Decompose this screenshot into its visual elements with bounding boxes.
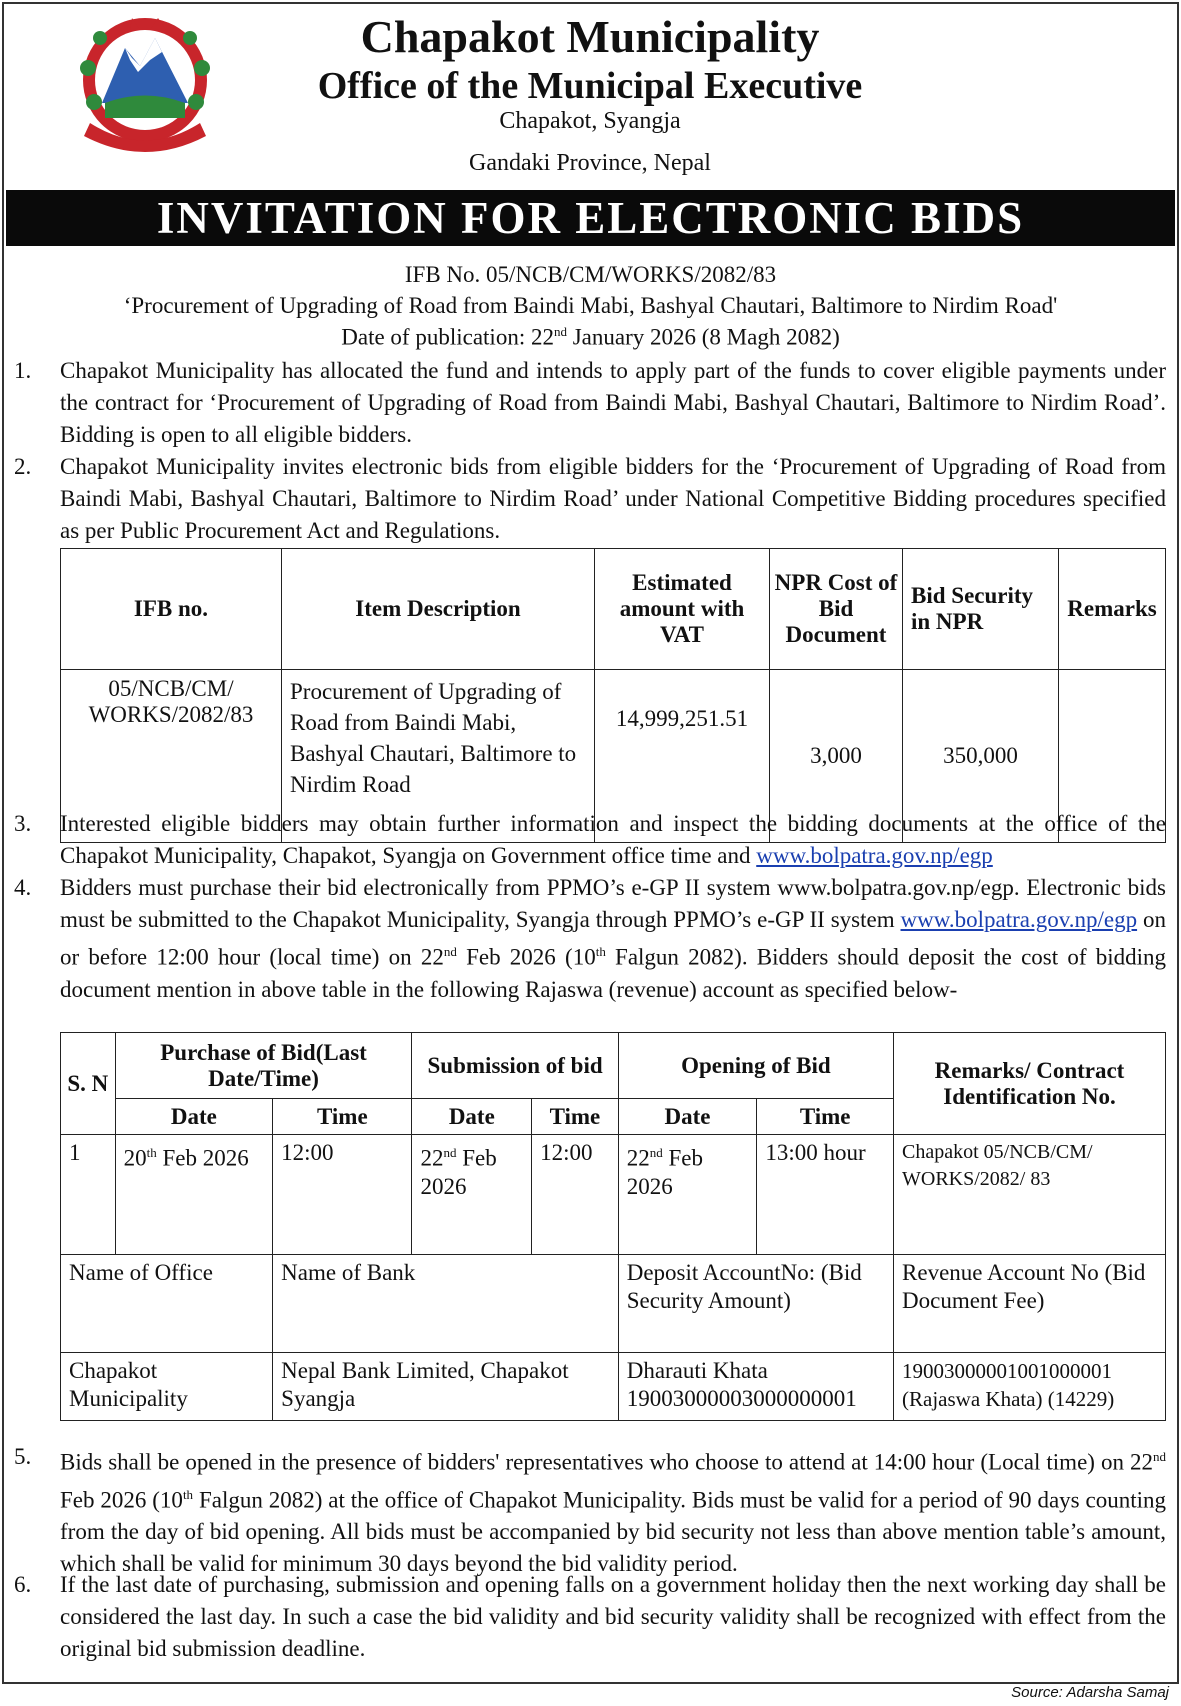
header-ifb-no: IFB no. (61, 549, 282, 670)
paragraph-2: Chapakot Municipality invites electronic bids from eligible bidders for the ‘Procurement of Upgrading of Road from Baindi Mabi, Bashyal Chautari, Baltimore to Nirdim Road’ under National Competitive Bidding procedures specified as per Public Procurement Act and Regulations. (60, 454, 1166, 543)
source-credit: Source: Adarsha Samaj (1011, 1684, 1169, 1701)
header-date: Date (115, 1099, 273, 1135)
bank-name-cell: Nepal Bank Limited, Chapakot Syangja (273, 1353, 619, 1421)
purchase-time-cell: 12:00 (273, 1135, 412, 1255)
bid-security-cell: 350,000 (903, 670, 1059, 843)
item-number: 5. (14, 1444, 32, 1469)
bolpatra-link[interactable]: www.bolpatra.gov.np/egp (756, 843, 993, 868)
header-bid-security: Bid Security in NPR (903, 549, 1059, 670)
table-row (61, 1255, 1166, 1353)
header-time: Time (273, 1099, 412, 1135)
submission-time-cell: 12:00 (532, 1135, 619, 1255)
header-time: Time (757, 1099, 894, 1135)
header-opening: Opening of Bid (618, 1033, 893, 1099)
item-number: 6. (14, 1572, 32, 1597)
header-document-cost: NPR Cost of Bid Document (770, 549, 903, 670)
header-remarks: Remarks (1059, 549, 1166, 670)
bank-label-cell: Name of Bank (273, 1255, 619, 1353)
estimated-amount-cell: 14,999,251.51 (595, 670, 770, 843)
opening-date-cell: 22nd Feb 2026 (618, 1135, 757, 1255)
ifb-no-cell: 05/NCB/CM/ WORKS/2082/83 (61, 670, 282, 843)
header-item-description: Item Description (282, 549, 595, 670)
paragraph-3: Interested eligible bidders may obtain further information and inspect the bidding documents at the office of the Chapakot Municipality, Chapakot, Syangja on Government office time and www.bolpatra.gov.np/egp (60, 811, 1166, 868)
paragraph-1: Chapakot Municipality has allocated the fund and intends to apply part of the funds to cover eligible payments under the contract for ‘Procurement of Upgrading of Road from Baindi Mabi, Bashyal Chautari, Baltimore to Nirdim Road’. Bidding is open to all eligible bidders. (60, 358, 1166, 447)
header-time: Time (532, 1099, 619, 1135)
purchase-date-cell: 20th Feb 2026 (115, 1135, 273, 1255)
nepal-emblem-icon (50, 8, 240, 168)
opening-time-cell: 13:00 hour (757, 1135, 894, 1255)
ifb-number: IFB No. 05/NCB/CM/WORKS/2082/83 (404, 262, 777, 287)
table-row (61, 1135, 1166, 1255)
office-label-cell: Name of Office (61, 1255, 273, 1353)
submission-date-cell: 22nd Feb 2026 (412, 1135, 532, 1255)
header-serial-number: S. N (61, 1033, 116, 1135)
bid-summary-table (60, 548, 1166, 843)
item-number: 2. (14, 454, 32, 479)
municipality-title: Chapakot Municipality (360, 11, 820, 62)
notice-banner: INVITATION FOR ELECTRONIC BIDS (6, 190, 1175, 246)
paragraph-6: If the last date of purchasing, submission and opening falls on a government holiday then the next working day shall be considered the last day. In such a case the bid validity and bid security validity shall be recognized with effect from the original bid submission deadline. (60, 1572, 1166, 1661)
location-line: Chapakot, Syangja (499, 108, 681, 134)
header-purchase: Purchase of Bid(Last Date/Time) (115, 1033, 412, 1099)
publication-date: Date of publication: 22nd January 2026 (8 Magh 2082) (341, 324, 840, 350)
deposit-label-cell: Deposit AccountNo: (Bid Security Amount) (618, 1255, 893, 1353)
item-number: 3. (14, 811, 32, 836)
deposit-account-cell: Dharauti Khata 19003000003000000001 (618, 1353, 893, 1421)
item-number: 4. (14, 875, 32, 900)
header-submission: Submission of bid (412, 1033, 618, 1099)
header-contract-remarks: Remarks/ Contract Identification No. (894, 1033, 1166, 1135)
office-title: Office of the Municipal Executive (317, 65, 863, 107)
header-estimated-amount: Estimated amount with VAT (595, 549, 770, 670)
contract-id-cell: Chapakot 05/NCB/CM/ WORKS/2082/ 83 (894, 1135, 1166, 1255)
item-description-cell: Procurement of Upgrading of Road from Baindi Mabi, Bashyal Chautari, Baltimore to Nirdim Road (282, 670, 595, 843)
paragraph-4: Bidders must purchase their bid electronically from PPMO’s e-GP II system www.bolpatra.gov.np/egp. Electronic bids must be submitted to the Chapakot Municipality, Syangja through PPMO’s e-GP II system www.bolpatra.gov.np/egp on or before 12:00 hour (local time) on 22nd Feb 2026 (10th Falgun 2082). Bidders should deposit the cost of bidding document mention in above table in the following Rajaswa (revenue) account as specified below- (60, 875, 1167, 1002)
item-number: 1. (14, 358, 32, 383)
project-title: ‘Procurement of Upgrading of Road from Baindi Mabi, Bashyal Chautari, Baltimore to Nirdim Road' (123, 293, 1058, 318)
paragraph-5: Bids shall be opened in the presence of bidders' representatives who choose to attend at 14:00 hour (Local time) on 22nd Feb 2026 (10th Falgun 2082) at the office of Chapakot Municipality. Bids must be valid for a period of 90 days counting from the day of bid opening. All bids must be accompanied by bid security not less than above mention table’s amount, which shall be valid for minimum 30 days beyond the bid validity period. (60, 1449, 1166, 1577)
bolpatra-link[interactable]: www.bolpatra.gov.np/egp (900, 907, 1138, 932)
document-cost-cell: 3,000 (770, 670, 903, 843)
revenue-label-cell: Revenue Account No (Bid Document Fee) (894, 1255, 1166, 1353)
header-date: Date (618, 1099, 757, 1135)
table-row (61, 1353, 1166, 1421)
revenue-account-cell: 19003000001001000001 (Rajaswa Khata) (14229) (894, 1353, 1166, 1421)
header-date: Date (412, 1099, 532, 1135)
bid-schedule-table (60, 1032, 1166, 1421)
province-line: Gandaki Province, Nepal (469, 150, 711, 176)
office-name-cell: Chapakot Municipality (61, 1353, 273, 1421)
serial-cell: 1 (61, 1135, 116, 1255)
